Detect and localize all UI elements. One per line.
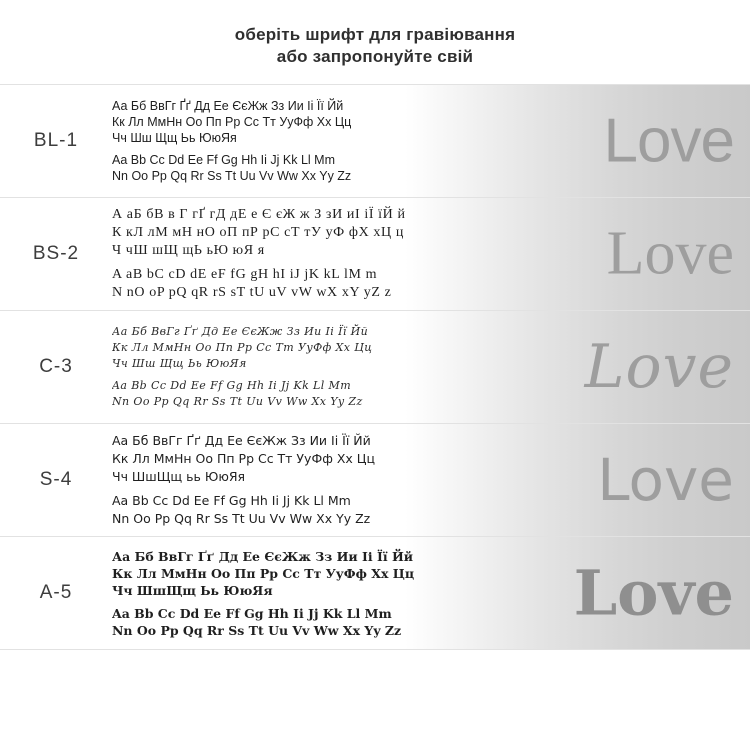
sample-word-c-3: Love xyxy=(584,332,734,402)
title-line-2: або запропонуйте свій xyxy=(276,47,474,66)
sample-word-s-4: Love xyxy=(597,446,734,514)
alphabet-line: Аа Бб ВвГг Ґґ Дд Ее ЄєЖж Зз Ии Іі Її Йй xyxy=(112,99,344,113)
font-alphabet-c-3 xyxy=(112,324,750,410)
font-alphabet-a-5 xyxy=(112,548,750,639)
font-code-bl-1: BL-1 xyxy=(33,130,79,151)
alphabet-line: Nn Oo Pp Qq Rr Ss Tt Uu Vv Ww Xx Yy Zz xyxy=(112,511,371,526)
font-code-a-5: A-5 xyxy=(39,582,73,603)
alphabet-line: Aa Bb Cc Dd Ee Ff Gg Hh Ii Jj Kk Ll Mm xyxy=(112,153,335,167)
alphabet-line: Аа Бб ВвГг Ґґ Дд Ее ЄєЖж Зз Ии Іі Її Йй xyxy=(112,433,371,448)
font-alphabet-bl-1 xyxy=(112,98,750,184)
alphabet-line: Аа Бб ВвГг Ґґ Дд Ее ЄєЖж Зз Ии Іі Її Йй xyxy=(112,325,369,338)
alphabet-line: Чч ШшЩщ Ьь ЮюЯя xyxy=(112,582,273,598)
cyrillic-block xyxy=(112,324,746,372)
alphabet-line: A aB bC cD dE eF fG gH hI iJ jK kL lM m xyxy=(112,267,378,282)
alphabet-line: Aa Bb Cc Dd Ee Ff Gg Hh Ii Jj Kk Ll Mm xyxy=(112,493,351,508)
alphabet-line: Aa Bb Cc Dd Ee Ff Gg Hh Ii Jj Kk Ll Mm xyxy=(112,379,352,392)
font-code-s-4: S-4 xyxy=(39,469,73,490)
latin-block xyxy=(112,378,746,410)
sample-word-a-5: Love xyxy=(573,556,734,630)
font-code-c-3: C-3 xyxy=(39,356,73,377)
alphabet-line: Аа Бб ВвГг Ґґ Дд Ее ЄєЖж Зз Ии Іі Її Йй xyxy=(112,548,414,564)
alphabet-line: Чч ШшЩщ ьь ЮюЯя xyxy=(112,469,246,484)
font-row-bs-2[interactable] xyxy=(0,197,750,310)
font-alphabet-bs-2 xyxy=(112,206,750,302)
title-line-1: оберіть шрифт для гравіювання xyxy=(234,25,516,44)
font-row-a-5[interactable] xyxy=(0,536,750,650)
alphabet-line: Nn Oo Pp Qq Rr Ss Tt Uu Vv Ww Xx Yy Zz xyxy=(112,169,352,183)
page-title xyxy=(0,0,750,78)
cyrillic-block xyxy=(112,432,746,486)
alphabet-line: Nn Oo Pp Qq Rr Ss Tt Uu Vv Ww Xx Yy Zz xyxy=(112,395,363,408)
cyrillic-block xyxy=(112,98,746,146)
font-alphabet-s-4 xyxy=(112,432,750,528)
latin-block xyxy=(112,266,746,302)
alphabet-line: Кк Лл МмНн Оо Пп Рр Сс Тт УуФф Хх Цц xyxy=(112,341,373,354)
font-row-bl-1[interactable] xyxy=(0,84,750,197)
cyrillic-block xyxy=(112,548,746,599)
alphabet-line: Кк Лл МмНн Оо Пп Рр Сс Тт УуФф Хх Цц xyxy=(112,565,415,581)
cyrillic-block xyxy=(112,206,746,260)
font-code-bs-2: BS-2 xyxy=(32,243,80,264)
alphabet-line: Кк Лл МмНн Оо Пп Рр Сс Тт УуФф Хх Цц xyxy=(112,451,376,466)
alphabet-line: Nn Oo Pp Qq Rr Ss Tt Uu Vv Ww Xx Yy Zz xyxy=(112,622,402,638)
latin-block xyxy=(112,605,746,639)
alphabet-line: Чч Шш Щщ Ьь ЮюЯя xyxy=(112,131,237,145)
alphabet-line: К кЛ лМ мН нО оП пР рС сТ тУ уФ фХ хЦ ц xyxy=(112,225,404,240)
alphabet-line: Чч Шш Щщ Ьь ЮюЯя xyxy=(112,357,247,370)
alphabet-line: Кк Лл МмНн Оо Пп Рр Сс Тт УуФф Хх Цц xyxy=(112,115,352,129)
font-row-c-3[interactable] xyxy=(0,310,750,423)
latin-block xyxy=(112,152,746,184)
alphabet-line: N nO oP pQ qR rS sT tU uV vW wX xY yZ z xyxy=(112,285,392,300)
sample-word-bl-1: Love xyxy=(603,106,734,176)
alphabet-line: Aa Bb Cc Dd Ee Ff Gg Hh Ii Jj Kk Ll Mm xyxy=(112,605,392,621)
latin-block xyxy=(112,492,746,528)
font-row-s-4[interactable] xyxy=(0,423,750,536)
sample-word-bs-2: Love xyxy=(606,219,734,288)
alphabet-line: А аБ бВ в Г гҐ гД дЕ е Є єЖ ж З зИ иІ іЇ їЙ й xyxy=(112,207,406,222)
alphabet-line: Ч чШ шЩ щЬ ьЮ юЯ я xyxy=(112,243,265,258)
font-row-list xyxy=(0,84,750,650)
